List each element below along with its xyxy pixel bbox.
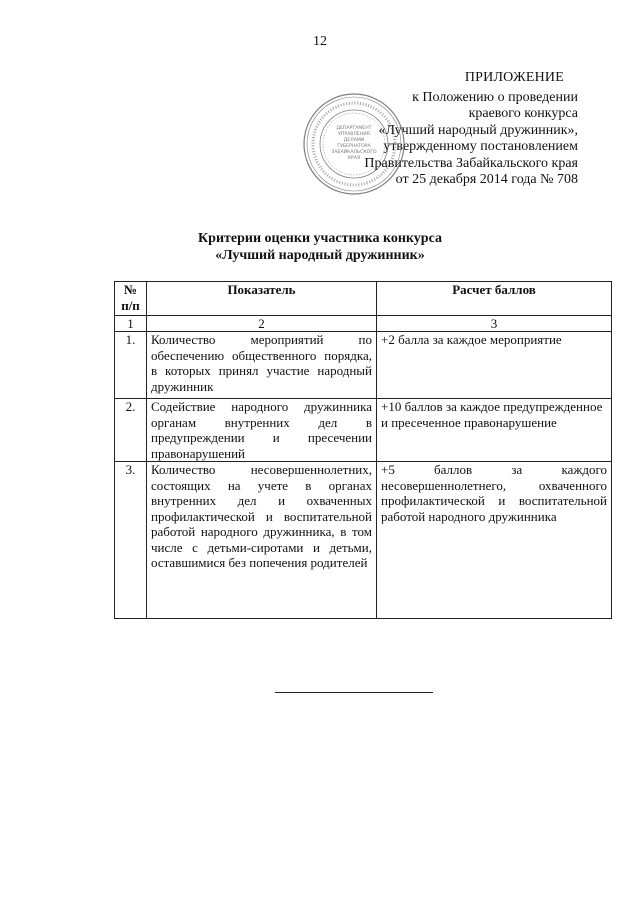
stamp-line: ДЕПАРТАМЕНТ — [336, 126, 372, 131]
heading-line-2: «Лучший народный дружинник» — [215, 248, 425, 263]
row-number: 3. — [115, 462, 147, 619]
stamp-line: КРАЯ — [347, 156, 361, 161]
row-score: +10 баллов за каждое предупрежденное и пресеченное правонарушение — [377, 399, 612, 462]
stamp-line: УПРАВЛЕНИЯ — [338, 132, 370, 137]
row-number: 1. — [115, 332, 147, 399]
heading-line-1: Критерии оценки участника конкурса — [198, 231, 442, 246]
table-header-row — [115, 282, 612, 316]
appendix-line: к Положению о проведении — [412, 89, 578, 105]
appendix-line: «Лучший народный дружинник», — [378, 122, 578, 138]
closing-divider — [275, 692, 433, 693]
index-cell: 2 — [147, 316, 377, 332]
header-number: № п/п — [115, 282, 147, 316]
appendix-line: краевого конкурса — [468, 106, 578, 121]
header-score: Расчет баллов — [377, 282, 612, 316]
row-score: +5 баллов за каждого несовершеннолетнего, охваченного профилактической и воспитательной работой народного дружинника — [377, 462, 612, 619]
page-number: 12 — [313, 34, 327, 49]
stamp-line: ЗАБАЙКАЛЬСКОГО — [331, 150, 377, 155]
criteria-table — [114, 281, 612, 619]
table-row — [115, 399, 612, 462]
appendix-line: Правительства Забайкальского края — [364, 155, 578, 171]
header-indicator: Показатель — [147, 282, 377, 316]
stamp-line: ГУБЕРНАТОРА — [337, 144, 371, 149]
table-row — [115, 462, 612, 619]
appendix-line: от 25 декабря 2014 года № 708 — [395, 172, 578, 187]
table-row — [115, 332, 612, 399]
appendix-line: утвержденному постановлением — [383, 139, 578, 154]
row-number: 2. — [115, 399, 147, 462]
appendix-title: ПРИЛОЖЕНИЕ — [464, 70, 564, 85]
row-indicator: Содействие народного дружинника органам внутренних дел в предупреждении и пресечении правонарушений — [147, 399, 377, 462]
row-indicator: Количество мероприятий по обеспечению общественного порядка, в которых принял участие народный дружинник — [147, 332, 377, 399]
row-indicator: Количество несовершеннолетних, состоящих на учете в органах внутренних дел и охваченных профилактической и воспитательной работой народного дружинника, в том числе с детьми-сиротами и детьми, оставшимися без попечения родителей — [147, 462, 377, 619]
index-cell: 3 — [377, 316, 612, 332]
document-heading — [0, 230, 640, 264]
index-cell: 1 — [115, 316, 147, 332]
row-score: +2 балла за каждое мероприятие — [377, 332, 612, 399]
stamp-line: ДЕЛАМИ — [343, 138, 365, 143]
table-index-row — [115, 316, 612, 332]
official-stamp-seal — [302, 92, 406, 196]
